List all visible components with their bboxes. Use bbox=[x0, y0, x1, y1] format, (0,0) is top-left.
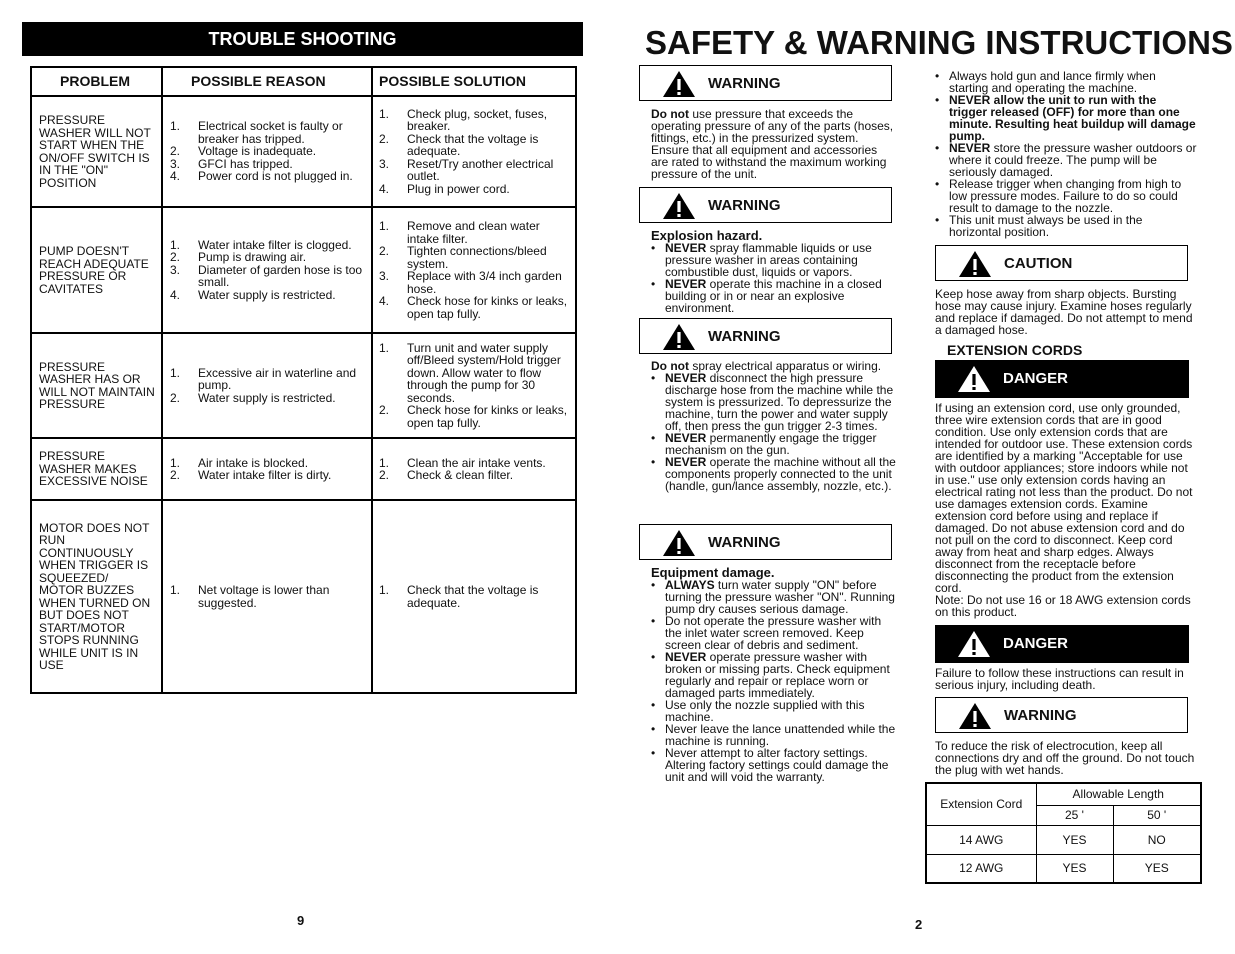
table-row bbox=[926, 825, 1201, 854]
list-item: 1. Water intake filter is clogged. bbox=[170, 237, 352, 252]
gauge-cell: 14 AWG bbox=[926, 825, 1036, 854]
warning-triangle-icon bbox=[662, 70, 696, 98]
warning-triangle-icon bbox=[957, 630, 991, 658]
list-item: • NEVER disconnect the high pressure discharge hose from the machine while the system is pressurized. To depressurize the machine, turn the power and water supply off, then press the gun trigger 2-3 times. bbox=[651, 372, 906, 432]
problem-cell: PRESSURE WASHER HAS OR WILL NOT MAINTAIN PRESSURE bbox=[31, 333, 162, 438]
list-item: • This unit must always be used in the horizontal position. bbox=[935, 214, 1197, 238]
list-item: • Never leave the lance unattended while the machine is running. bbox=[651, 723, 901, 747]
list-item: 1. Net voltage is lower than suggested. bbox=[170, 583, 330, 610]
warning-box bbox=[935, 697, 1188, 733]
warning-label: WARNING bbox=[708, 75, 781, 92]
list-item: 1. Air intake is blocked. bbox=[170, 455, 309, 470]
table-cell: YES bbox=[1113, 854, 1201, 883]
list-item: • ALWAYS turn water supply "ON" before turning the pressure washer "ON". Running pump dry causes serious damage. bbox=[651, 579, 901, 615]
list-item: • Release trigger when changing from high to low pressure modes. Failure to do so could result to damage to the nozzle. bbox=[935, 178, 1197, 214]
list-item: • Use only the nozzle supplied with this machine. bbox=[651, 699, 901, 723]
warning-4-text bbox=[651, 567, 901, 783]
danger-label: DANGER bbox=[1003, 635, 1069, 652]
solution-cell bbox=[372, 96, 576, 207]
danger-box bbox=[935, 360, 1189, 398]
table-row bbox=[926, 854, 1201, 883]
list-item: • NEVER operate this machine in a closed building or in or near an explosive environment. bbox=[651, 278, 896, 314]
reason-cell bbox=[162, 207, 372, 333]
warning-box bbox=[639, 524, 892, 560]
troubleshooting-table bbox=[30, 66, 577, 694]
explosion-hazard-heading: Explosion hazard. bbox=[651, 228, 763, 243]
table-cell: YES bbox=[1036, 854, 1113, 883]
list-item: 4. Water supply is restricted. bbox=[170, 287, 336, 302]
page-title: SAFETY & WARNING INSTRUCTIONS bbox=[645, 24, 1233, 61]
table-row bbox=[31, 333, 576, 438]
troubleshooting-header: TROUBLE SHOOTING bbox=[22, 22, 583, 56]
list-item: • NEVER store the pressure washer outdoors or where it could freeze. The pump will be seriously damaged. bbox=[935, 142, 1197, 178]
caution-label: CAUTION bbox=[1004, 255, 1073, 272]
reason-cell bbox=[162, 333, 372, 438]
list-item: 4. Check hose for kinks or leaks, open tap fully. bbox=[379, 294, 568, 321]
warning-triangle-icon bbox=[662, 323, 696, 351]
warning-label: WARNING bbox=[708, 534, 781, 551]
list-item: 3. Replace with 3/4 inch garden hose. bbox=[379, 269, 562, 296]
list-item: 3. Reset/Try another electrical outlet. bbox=[379, 156, 554, 184]
allowable-length-header: Allowable Length bbox=[1036, 783, 1201, 805]
extension-cord-table bbox=[925, 782, 1202, 884]
list-item: 2. Check that the voltage is adequate. bbox=[379, 131, 539, 159]
caution-box bbox=[935, 245, 1188, 281]
general-safety-bullets bbox=[935, 70, 1197, 238]
caution-text: Keep hose away from sharp objects. Bursting hose may cause injury. Examine hoses regularly and replace if damaged. Do not attempt to mend a damaged hose. bbox=[935, 287, 1193, 337]
warning-label: WARNING bbox=[708, 197, 781, 214]
warning-triangle-icon bbox=[958, 702, 992, 730]
table-row bbox=[926, 783, 1201, 805]
problem-cell: MOTOR DOES NOT RUN CONTINUOUSLY WHEN TRIGGER IS SQUEEZED/ MOTOR BUZZES WHEN TURNED ON BUT DOES NOT START/MOTOR STOPS RUNNING WHILE UNIT IS IN USE bbox=[31, 500, 162, 693]
list-item: 4. Plug in power cord. bbox=[379, 181, 510, 196]
warning-5-text: To reduce the risk of electrocution, keep all connections dry and off the ground. Do not touch the plug with wet hands. bbox=[935, 739, 1195, 777]
warning-label: WARNING bbox=[1004, 707, 1077, 724]
problem-cell: PRESSURE WASHER WILL NOT START WHEN THE ON/OFF SWITCH IS IN THE "ON" POSITION bbox=[31, 96, 162, 207]
solution-cell bbox=[372, 207, 576, 333]
warning-2-text bbox=[651, 230, 896, 314]
gauge-cell: 12 AWG bbox=[926, 854, 1036, 883]
list-item: • NEVER operate pressure washer with broken or missing parts. Check equipment regularly and repair or replace worn or damaged parts immediately. bbox=[651, 651, 901, 699]
table-row bbox=[31, 207, 576, 333]
problem-cell: PRESSURE WASHER MAKES EXCESSIVE NOISE bbox=[31, 438, 162, 500]
list-item: 1. Turn unit and water supply off/Bleed system/Hold trigger down. Allow water to flow through the pump for 30 seconds. bbox=[379, 340, 561, 405]
list-item: 1. Check that the voltage is adequate. bbox=[379, 583, 539, 610]
list-item: 2. Pump is drawing air. bbox=[170, 250, 307, 265]
warning-3-text: Do not spray electrical apparatus or wiring. • NEVER disconnect the high pressure discharge hose from the machine while the system is pressurized. To depressurize the machine, turn the power and water supply off, then press the gun trigger 2-3 times. • NEVER permanently engage the trigger mechanism on the gun. • NEVER operate the machine without all the components properly connected to the unit (handle, gun/lance assembly, nozzle, etc.). bbox=[651, 360, 906, 492]
warning-label: WARNING bbox=[708, 328, 781, 345]
list-item: • NEVER spray flammable liquids or use pressure washer in areas containing combustible dust, liquids or vapors. bbox=[651, 242, 896, 278]
extension-cord-header: Extension Cord bbox=[926, 783, 1036, 825]
danger-box bbox=[935, 625, 1189, 663]
solution-cell bbox=[372, 438, 576, 500]
list-item: 2. Check & clean filter. bbox=[379, 468, 514, 482]
list-item: • NEVER operate the machine without all the components properly connected to the unit (handle, gun/lance assembly, nozzle, etc.). bbox=[651, 456, 906, 492]
list-item: 2. Water intake filter is dirty. bbox=[170, 468, 332, 482]
warning-box bbox=[639, 65, 892, 101]
column-header-reason: POSSIBLE REASON bbox=[162, 67, 372, 96]
list-item: • NEVER allow the unit to run with the trigger released (OFF) for more than one minute. Resulting heat buildup will damage pump. bbox=[935, 94, 1197, 142]
list-item: 1. Clean the air intake vents. bbox=[379, 455, 546, 470]
equipment-damage-heading: Equipment damage. bbox=[651, 565, 775, 580]
page-number-left: 9 bbox=[297, 913, 305, 928]
list-item: 1. Electrical socket is faulty or breaker has tripped. bbox=[170, 119, 343, 146]
list-item: 3. GFCI has tripped. bbox=[170, 156, 293, 171]
warning-triangle-icon bbox=[662, 529, 696, 557]
warning-triangle-icon bbox=[958, 250, 992, 278]
warning-box bbox=[639, 187, 892, 223]
list-item: 1. Excessive air in waterline and pump. bbox=[170, 365, 357, 393]
danger-2-text: Failure to follow these instructions can result in serious injury, including death. bbox=[935, 666, 1184, 692]
list-item: • Never attempt to alter factory settings. Altering factory settings could damage the unit and will void the warranty. bbox=[651, 747, 901, 783]
list-item: 2. Check hose for kinks or leaks, open tap fully. bbox=[379, 403, 568, 430]
reason-cell bbox=[162, 500, 372, 693]
problem-cell: PUMP DOESN'T REACH ADEQUATE PRESSURE OR CAVITATES bbox=[31, 207, 162, 333]
list-item: 1. Remove and clean water intake filter. bbox=[379, 219, 540, 246]
warning-1-text: Do not use pressure that exceeds the operating pressure of any of the parts (hoses, fittings, etc.) in the pressurized system. Ensure that all equipment and accessories are rated to withstand the maximum working pressure of the unit. bbox=[651, 107, 894, 181]
danger-1-text: If using an extension cord, use only grounded, three wire extension cords that are in good condition. Use only extension cords that are intended for outdoor use. These extension cords are identified by a marking "Acceptable for use with outdoor appliances; store indoors while not in use." use only extension cords having an electrical rating not less than the product. Do not use damages extension cords. Examine extension cord before using and replace if damaged. Do not abuse extension cord and do not pull on the cord to disconnect. Keep cord away from heat and sharp edges. Always disconnect from the receptacle before disconnecting the product from the extension cord. Note: Do not use 16 or 18 AWG extension cords on this product. bbox=[935, 401, 1193, 619]
list-item: • NEVER permanently engage the trigger mechanism on the gun. bbox=[651, 432, 906, 456]
list-item: • Always hold gun and lance firmly when starting and operating the machine. bbox=[935, 70, 1197, 94]
list-item: 2. Voltage is inadequate. bbox=[170, 144, 317, 159]
reason-cell bbox=[162, 438, 372, 500]
list-item: 2. Tighten connections/bleed system. bbox=[379, 244, 547, 271]
page-number-right: 2 bbox=[915, 917, 923, 932]
table-cell: NO bbox=[1113, 825, 1201, 854]
column-header-problem: PROBLEM bbox=[31, 67, 162, 96]
list-item: • Do not operate the pressure washer with the inlet water screen removed. Keep screen clear of debris and sediment. bbox=[651, 615, 901, 651]
list-item: 3. Diameter of garden hose is too small. bbox=[170, 262, 363, 290]
length-25-header: 25 ' bbox=[1036, 805, 1113, 825]
warning-triangle-icon bbox=[662, 192, 696, 220]
length-50-header: 50 ' bbox=[1113, 805, 1201, 825]
reason-cell bbox=[162, 96, 372, 207]
list-item: 4. Power cord is not plugged in. bbox=[170, 169, 353, 184]
danger-label: DANGER bbox=[1003, 370, 1069, 387]
solution-cell bbox=[372, 500, 576, 693]
table-cell: YES bbox=[1036, 825, 1113, 854]
table-header-row bbox=[31, 67, 576, 96]
warning-box bbox=[639, 318, 892, 354]
list-item: 1. Check plug, socket, fuses, breaker. bbox=[379, 106, 548, 134]
warning-triangle-icon bbox=[957, 365, 991, 393]
solution-cell bbox=[372, 333, 576, 438]
table-row bbox=[31, 96, 576, 207]
table-row bbox=[31, 500, 576, 693]
column-header-solution: POSSIBLE SOLUTION bbox=[372, 67, 576, 96]
extension-cords-heading: EXTENSION CORDS bbox=[947, 342, 1083, 358]
list-item: 2. Water supply is restricted. bbox=[170, 390, 336, 405]
table-row bbox=[31, 438, 576, 500]
